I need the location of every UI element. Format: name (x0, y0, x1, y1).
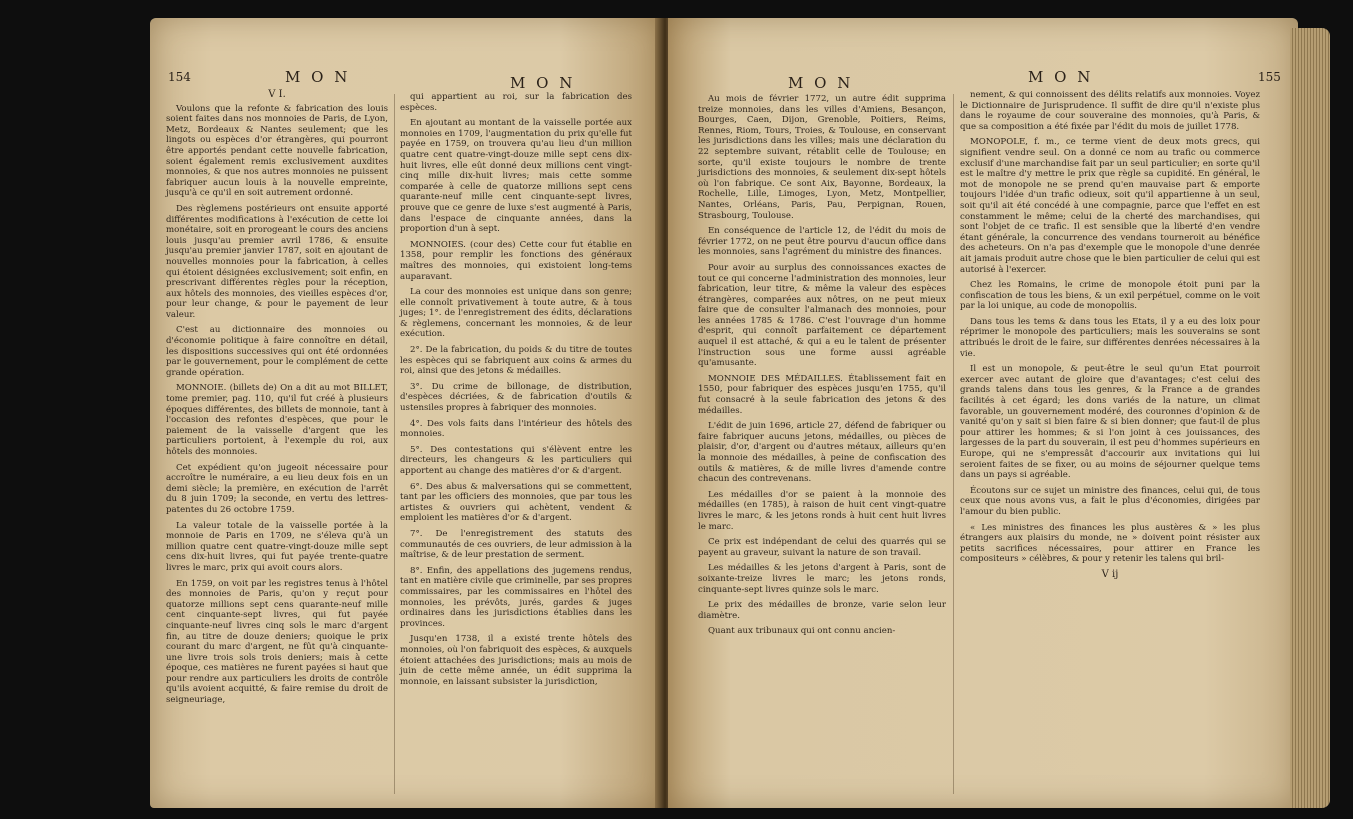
paragraph: 3°. Du crime de billonage, de distribution, d'espèces décriées, & de fabrication d'outils & ustensiles propres à fabriquer des monnoies. (400, 381, 632, 414)
paragraph: 6°. Des abus & malversations qui se commettent, tant par les officiers des monnoies, que par tous les artistes & ouvriers qui achètent, vendent & emploient les matières d'or & d'argent. (400, 481, 632, 524)
paragraph: Au mois de février 1772, un autre édit supprima treize monnoies, dans les villes d'Amiens, Besançon, Bourges, Caen, Dijon, Grenoble, Poitiers, Reims, Rennes, Riom, Tours, Troies, & Toulouse, en conservant les jurisdictions dans les villes; mais une déclaration du 22 septembre suivant, rétablit celle de Toulouse; en sorte, qu'il existe toujours le nombre de trente jurisdictions des monnoies, & seulement dix-sept hôtels où l'on fabrique. Ce sont Aix, Bayonne, Bordeaux, la Rochelle, Lille, Limoges, Lyon, Metz, Montpellier, Nantes, Orléans, Paris, Pau, Perpignan, Rouen, Strasbourg, Toulouse. (698, 94, 946, 221)
paragraph: En ajoutant au montant de la vaisselle portée aux monnoies en 1709, l'augmentation du prix qu'elle fut payée en 1759, on trouvera qu'au lieu d'un million quatre cent quatre-vingt-douze mille sept cens dix-huit livres, elle eût donné deux millions cent vingt-cinq mille dix-huit livres; mais cette somme comparée à celle de quatorze millions sept cens quarante-neuf mille cent cinquante-sept livres, prouve que ce genre de luxe s'est augmenté à Paris, dans l'espace de cinquante années, dans la proportion d'un à sept. (400, 118, 632, 235)
paragraph: MONOPOLE, f. m., ce terme vient de deux mots grecs, qui signifient vendre seul. On a donné ce nom au trafic ou commerce exclusif d'une marchandise fait par un seul particulier; en sorte qu'il est le maître d'y mettre le prix que règle sa cupidité. En général, le mot de monopole ne se prend qu'en mauvaise part & emporte toujours l'idée d'un trafic odieux, soit qu'il appartienne à un seul, soit qu'il ait été concédé à une compagnie, parce que l'effet en est constamment le même; celui de la cherté des marchandises, qui sont l'objet de ce trafic. Il est sensible que la liberté d'en vendre étant générale, la concurrence des vendans tourneroit au bénéfice des acheteurs. On n'a pas d'exemple que le monopole d'une denrée ait jamais produit autre chose que le bien particulier de celui qui est autorisé à l'exercer. (960, 137, 1260, 275)
text-column (400, 92, 632, 797)
paragraph: 2°. De la fabrication, du poids & du titre de toutes les espèces qui se fabriquent aux coins & armes du roi, ainsi que des jetons & médailles. (400, 345, 632, 377)
paragraph: La cour des monnoies est unique dans son genre; elle connoît privativement à toute autre, & à tous juges; 1°. de l'enregistrement des édits, déclarations & règlemens, concernant les monnoies, & de leur exécution. (400, 287, 632, 340)
page-edges (1290, 28, 1330, 808)
text-column (698, 94, 946, 794)
text-column (960, 90, 1260, 795)
paragraph: L'édit de juin 1696, article 27, défend de fabriquer ou faire fabriquer aucuns jetons, médailles, ou pièces de plaisir, d'or, d'argent ou d'autres métaux, ailleurs qu'en la monnoie des médailles, à peine de confiscation des outils & matières, & de mille livres d'amende contre chacun des contrevenans. (698, 421, 946, 485)
paragraph: V ij (1101, 568, 1119, 580)
running-head: M O N (510, 74, 576, 92)
left-page (150, 18, 662, 808)
open-book (150, 18, 1330, 818)
paragraph: nement, & qui connoissent des délits relatifs aux monnoies. Voyez le Dictionnaire de Jurisprudence. Il suffit de dire qu'il n'existe plus dans le royaume de cour souveraine des monnoies, qu'à Paris, & que sa composition a été fixée par l'édit du mois de juillet 1778. (960, 90, 1260, 132)
paragraph: 8°. Enfin, des appellations des jugemens rendus, tant en matière civile que criminelle, par ses propres commissaires, par les commissaires en l'hôtel des monnoies, les prévôts, jurés, gardes & juges ordinaires dans les jurisdictions établies dans les provinces. (400, 565, 632, 629)
paragraph: Jusqu'en 1738, il a existé trente hôtels des monnoies, où l'on fabriquoit des espèces, & auxquels étoient attachées des jurisdictions; mais au mois de juin de cette même année, un édit supprima la monnoie, en laissant subsister la jurisdiction, (400, 634, 632, 687)
paragraph: Pour avoir au surplus des connoissances exactes de tout ce qui concerne l'administration des monnoies, leur fabrication, leur titre, & même la valeur des espèces étrangères, comparées aux nôtres, on ne peut mieux faire que de consulter l'almanach des monnoies, pour les années 1785 & 1786. C'est l'ouvrage d'un homme d'esprit, qui connoît parfaitement ce département auquel il est attaché, & qui a eu le talent de présenter l'instruction sous une forme aussi agréable qu'amusante. (698, 262, 946, 369)
paragraph: 7°. De l'enregistrement des statuts des communautés de ces ouvriers, de leur admission à la maîtrise, & de leur prestation de serment. (400, 528, 632, 561)
paragraph: MONNOIE DES MÉDAILLES. Établissement fait en 1550, pour fabriquer des espèces jusqu'en 1755, qu'il fut consacré à la seule fabrication des jetons & des médailles. (698, 373, 946, 416)
paragraph: Voulons que la refonte & fabrication des louis soient faites dans nos monnoies de Paris, de Lyon, Metz, Bordeaux & Nantes seulement; que les lingots ou espèces d'or étrangères, qui pourront être apportés pendant cette nouvelle fabrication, soient également remis exclusivement auxdites monnoies, & que nos autres monnoies ne puissent fabriquer aucun louis à la nouvelle empreinte, jusqu'à ce qu'il en soit autrement ordonné. (166, 103, 388, 199)
text-column (166, 90, 388, 795)
paragraph: qui appartient au roi, sur la fabrication des espèces. (400, 92, 632, 113)
paragraph: MONNOIE. (billets de) On a dit au mot BILLET, tome premier, pag. 110, qu'il fut créé à plusieurs époques différentes, des billets de monnoie, tant à l'occasion des refontes d'espèces, que pour le paiement de la vaisselle d'argent que les particuliers portoient, à l'exemple du roi, aux hôtels des monnoies. (166, 383, 388, 457)
paragraph: Il est un monopole, & peut-être le seul qu'un Etat pourroit exercer avec autant de gloire que d'avantages; c'est celui des grands talens dans tous les genres, & la France a de grandes facilités à cet égard; les dons variés de la nature, un climat favorable, un gouvernement modéré, des couronnes d'opinion & de vanité qu'on y sait si bien faire & si bien donner; que faut-il de plus pour attirer les hommes; & si l'on joint à ces jouissances, des largesses de la part du souverain, il est peu d'hommes supérieurs en Europe, qui ne s'empressât d'accourir aux invitations qui lui seroient faites de se fixer, ou au moins de séjourner quelque tems dans un pays si agréable. (960, 364, 1261, 481)
paragraph: Ce prix est indépendant de celui des quarrés qui se payent au graveur, suivant la nature de son travail. (698, 537, 946, 558)
running-head: M O N (285, 68, 351, 86)
paragraph: Cet expédient qu'on jugeoit nécessaire pour accroître le numéraire, a eu lieu deux fois en un demi siècle; la première, en exécution de l'arrêt du 8 juin 1709; la seconde, en vertu des lettres-patentes du 26 octobre 1759. (166, 462, 388, 515)
right-page (668, 18, 1298, 808)
paragraph: V I. (268, 89, 286, 100)
paragraph: La valeur totale de la vaisselle portée à la monnoie de Paris en 1709, ne s'éleva qu'à un million quatre cent quatre-vingt-douze mille sept cens dix-huit livres, qui fut payée trente-quatre livres le marc, prix qui avoit cours alors. (166, 520, 388, 573)
page-number: 155 (1258, 70, 1281, 84)
paragraph: Les médailles & les jetons d'argent à Paris, sont de soixante-treize livres le marc; les jetons ronds, cinquante-sept livres quinze sols le marc. (698, 563, 946, 595)
running-head: M O N (788, 74, 854, 92)
paragraph: Quant aux tribunaux qui ont connu ancien- (708, 626, 896, 637)
column-rule (394, 94, 395, 794)
paragraph: Écoutons sur ce sujet un ministre des finances, celui qui, de tous ceux que nous avons vus, a fait le plus d'économies, dirigées par l'amour du bien public. (960, 485, 1260, 517)
column-rule (953, 94, 954, 794)
paragraph: MONNOIES. (cour des) Cette cour fut établie en 1358, pour remplir les fonctions des généraux maîtres des monnoies, qui existoient long-tems auparavant. (400, 239, 632, 282)
paragraph: Chez les Romains, le crime de monopole étoit puni par la confiscation de tous les biens, & un exil perpétuel, comme on le voit par la loi unique, au code de monopoliis. (960, 280, 1260, 312)
paragraph: En 1759, on voit par les registres tenus à l'hôtel des monnoies de Paris, qu'on y reçut pour quatorze millions sept cens quarante-neuf mille cent cinquante-sept livres, qui fut payée cinquante-neuf livres cinq sols le marc d'argent fin, au titre de douze deniers; quoique le prix courant du marc d'argent, ne fût qu'à cinquante-une livre trois sols trois deniers; mais à cette époque, ces matières ne furent payées si haut que pour rendre aux particuliers les droits de contrôle qu'ils avoient acquitté, & faire remise du droit de seigneuriage, (166, 578, 388, 706)
paragraph: Le prix des médailles de bronze, varie selon leur diamètre. (698, 600, 946, 621)
running-head: M O N (1028, 68, 1094, 86)
paragraph: Les médailles d'or se paient à la monnoie des médailles (en 1785), à raison de huit cent vingt-quatre livres le marc, & les jetons ronds à huit cent huit livres le marc. (698, 489, 946, 532)
paragraph: C'est au dictionnaire des monnoies ou d'économie politique à faire connoître en détail, les dispositions successives qui ont été ordonnées par le gouvernement, pour le complément de cette grande opération. (166, 325, 388, 378)
paragraph: Des règlemens postérieurs ont ensuite apporté différentes modifications à l'exécution de cette loi monétaire, soit en prorogeant le cours des anciens louis jusqu'au premier avril 1786, & ensuite jusqu'au premier janvier 1787, soit en ajoutant de nouvelles monnoies pour la fabrication, à celles qui étoient désignées exclusivement; soit enfin, en prescrivant différentes règles pour la réception, aux hôtels des monnoies, des vieilles espèces d'or, pour leur change, & pour le payement de leur valeur. (166, 203, 388, 320)
paragraph: Dans tous les tems & dans tous les Etats, il y a eu des loix pour réprimer le monopole des particuliers; mais les souverains se sont attribués le droit de le faire, sur différentes denrées nécessaires à la vie. (960, 316, 1260, 359)
page-number: 154 (168, 70, 191, 84)
paragraph: 5°. Des contestations qui s'élèvent entre les directeurs, les changeurs & les particuliers qui apportent au change des matières d'or & d'argent. (400, 444, 632, 476)
paragraph: « Les ministres des finances les plus austères & » les plus étrangers aux plaisirs du monde, ne » doivent point résister aux petits sacrifices nécessaires, pour attirer en France les compositeurs » célèbres, & pour y retenir les talens qui bril- (960, 522, 1260, 565)
paragraph: En conséquence de l'article 12, de l'édit du mois de février 1772, on ne peut être pourvu d'aucun office dans les monnoies, sans l'agrément du ministre des finances. (698, 226, 946, 258)
paragraph: 4°. Des vols faits dans l'intérieur des hôtels des monnoies. (400, 418, 632, 440)
